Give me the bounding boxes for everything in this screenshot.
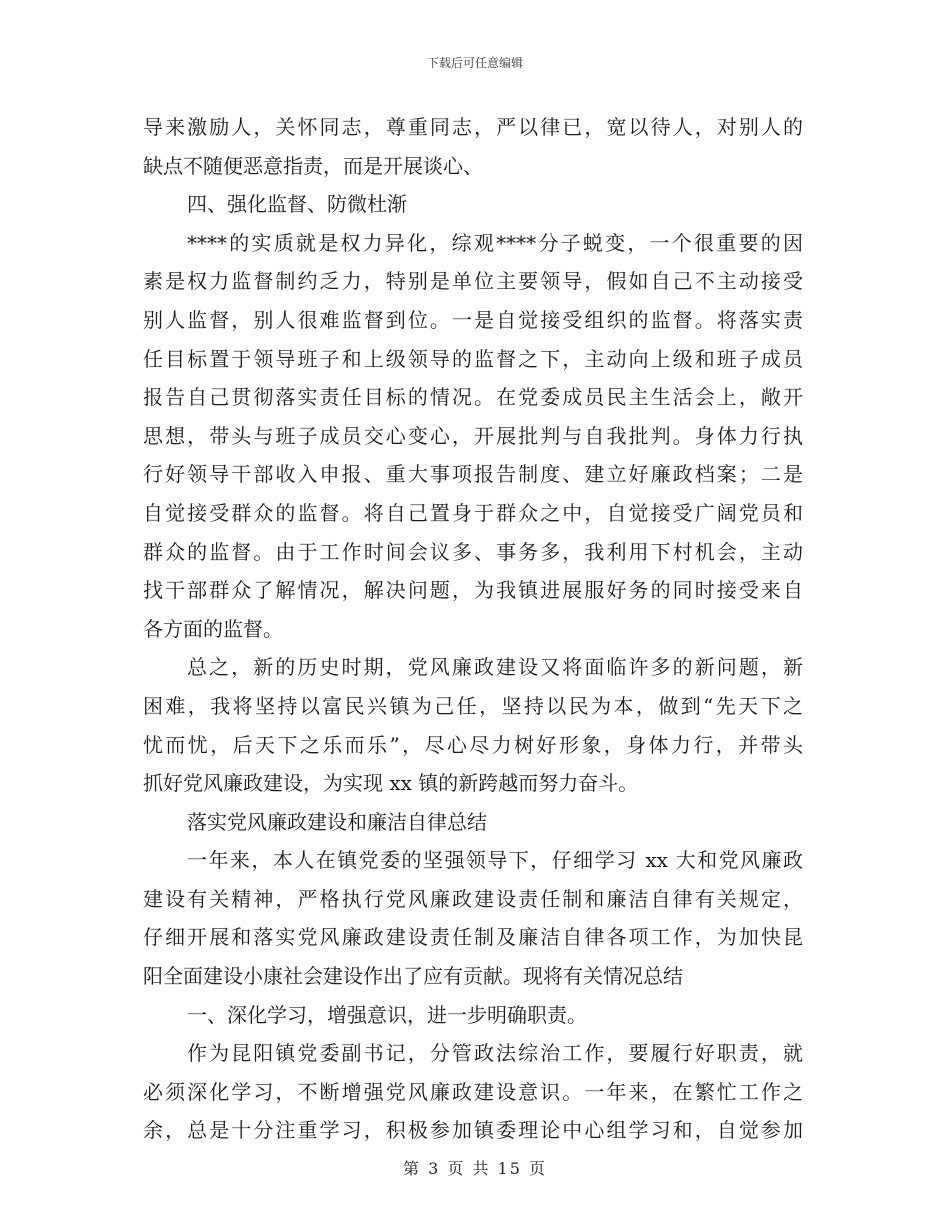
- text-line: 建设有关精神，严格执行党风廉政建设责任制和廉洁自律有关规定，: [143, 886, 803, 911]
- text-line: 阳全面建设小康社会建设作出了应有贡献。现将有关情况总结: [143, 964, 683, 989]
- text-line: 思想，带头与班子成员交心变心，开展批判与自我批判。身体力行执: [143, 423, 803, 448]
- text-line: 别人监督，别人很难监督到位。一是自觉接受组织的监督。将落实责: [143, 307, 803, 332]
- section-heading: 四、强化监督、防微杜渐: [187, 192, 407, 217]
- text-line: ****的实质就是权力异化，综观****分子蜕变，一个很重要的因: [187, 230, 803, 255]
- text-line: 一年来，本人在镇党委的坚强领导下，仔细学习 xx 大和党风廉政: [187, 848, 803, 873]
- page-number: 第 3 页 共 15 页: [403, 1159, 547, 1178]
- text-line: 仔细开展和落实党风廉政建设责任制及廉洁自律各项工作，为加快昆: [143, 925, 803, 950]
- text-line: 总之，新的历史时期，党风廉政建设又将面临许多的新问题，新: [187, 655, 803, 680]
- text-line: 各方面的监督。: [143, 616, 283, 641]
- text-line: 必须深化学习，不断增强党风廉政建设意识。一年来，在繁忙工作之: [143, 1079, 803, 1104]
- text-line: 素是权力监督制约乏力，特别是单位主要领导，假如自己不主动接受: [143, 269, 803, 294]
- section-heading: 一、深化学习，增强意识，进一步明确职责。: [187, 1002, 587, 1027]
- text-line: 报告自己贯彻落实责任目标的情况。在党委成员民主生活会上，敞开: [143, 385, 803, 410]
- text-line: 抓好党风廉政建设，为实现 xx 镇的新跨越而努力奋斗。: [143, 771, 639, 796]
- text-line: 行好领导干部收入申报、重大事项报告制度、建立好廉政档案；二是: [143, 462, 803, 487]
- section-title: 落实党风廉政建设和廉洁自律总结: [187, 809, 487, 834]
- text-line: 群众的监督。由于工作时间会议多、事务多，我利用下村机会，主动: [143, 539, 803, 564]
- text-line: 自觉接受群众的监督。将自己置身于群众之中，自觉接受广阔党员和: [143, 500, 803, 525]
- text-line: 余，总是十分注重学习，积极参加镇委理论中心组学习和，自觉参加: [143, 1118, 803, 1143]
- document-body: [143, 108, 803, 1150]
- text-line: 找干部群众了解情况，解决问题，为我镇进展服好务的同时接受来自: [143, 578, 803, 603]
- text-line: 导来激励人，关怀同志，尊重同志，严以律已，宽以待人，对别人的: [143, 115, 803, 139]
- text-line: 任目标置于领导班子和上级领导的监督之下，主动向上级和班子成员: [143, 346, 803, 371]
- text-line: 困难，我将坚持以富民兴镇为己任，坚持以民为本，做到“先天下之: [143, 693, 803, 718]
- page-header: 下载后可任意编辑: [426, 56, 523, 70]
- text-line: 缺点不随便恶意指责，而是开展谈心、: [143, 153, 483, 178]
- text-line: 作为昆阳镇党委副书记，分管政法综治工作，要履行好职责，就: [187, 1041, 803, 1066]
- text-line: 忧而忧，后天下之乐而乐”，尽心尽力树好形象，身体力行，并带头: [143, 732, 803, 757]
